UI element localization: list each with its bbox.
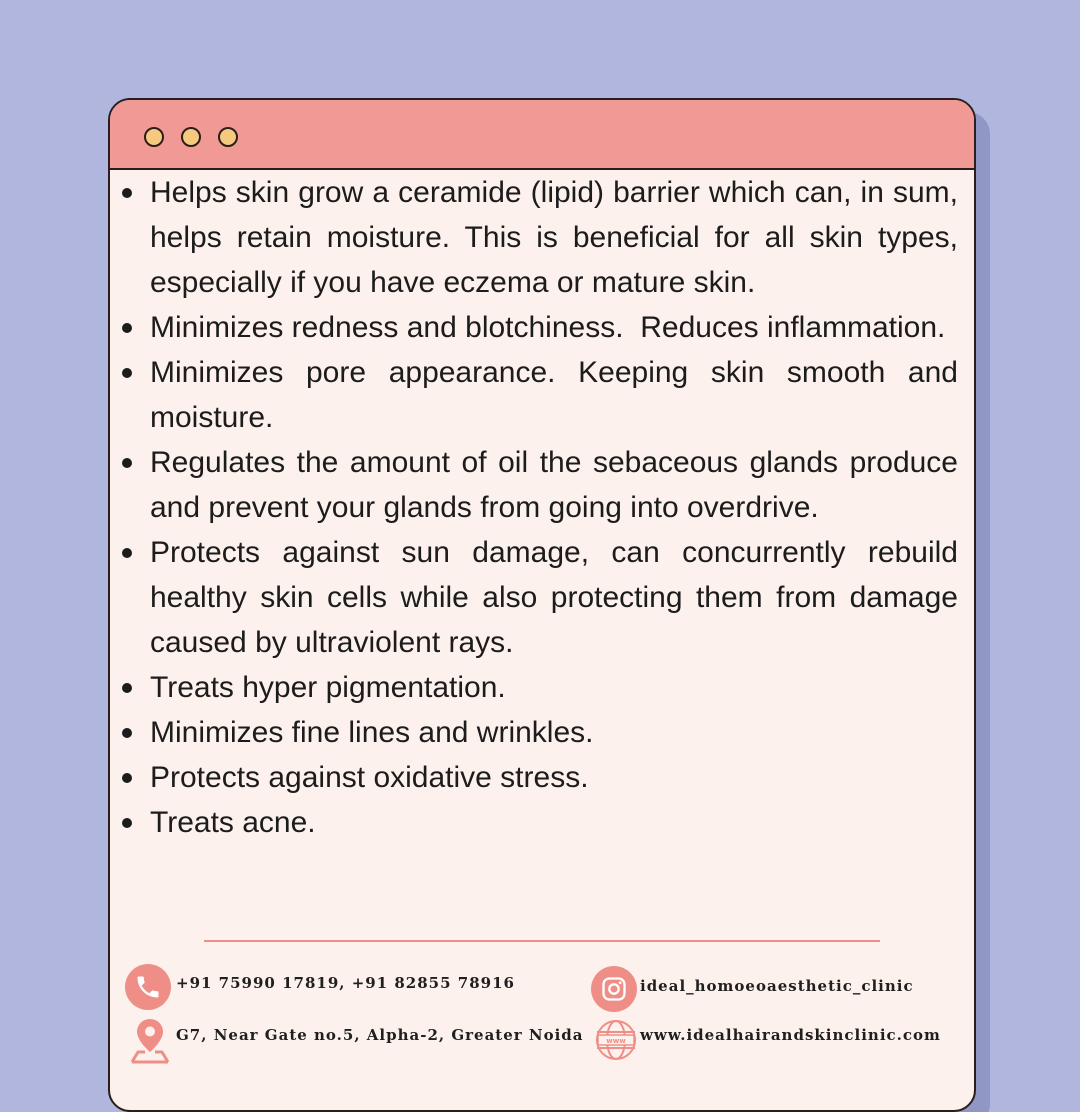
- bullet-icon: [122, 728, 132, 738]
- list-item-text: Protects against oxidative stress.: [150, 761, 589, 794]
- window-dot-icon[interactable]: [218, 127, 238, 147]
- benefits-list: [150, 170, 958, 845]
- address: G7, Near Gate no.5, Alpha-2, Greater Noida: [176, 1026, 584, 1044]
- instagram-handle[interactable]: ideal_homoeoaesthetic_clinic: [640, 977, 914, 995]
- list-item-text: Minimizes fine lines and wrinkles.: [150, 716, 594, 749]
- list-item: [150, 755, 958, 800]
- list-item-text: Treats hyper pigmentation.: [150, 671, 506, 704]
- list-item: [150, 170, 958, 305]
- phone-numbers[interactable]: +91 75990 17819, +91 82855 78916: [176, 974, 515, 992]
- list-item-text: Minimizes redness and blotchiness. Reduces inflammation.: [150, 311, 946, 344]
- bullet-icon: [122, 773, 132, 783]
- bullet-icon: [122, 188, 132, 198]
- globe-icon: [594, 1018, 638, 1067]
- website-link[interactable]: www.idealhairandskinclinic.com: [640, 1026, 941, 1044]
- browser-window: [108, 98, 976, 1112]
- window-titlebar: [110, 100, 974, 170]
- bullet-icon: [122, 683, 132, 693]
- list-item-text: Regulates the amount of oil the sebaceous glands produce and prevent your glands from going into overdrive.: [150, 446, 958, 524]
- instagram-icon[interactable]: [591, 966, 637, 1012]
- bullet-icon: [122, 548, 132, 558]
- list-item: [150, 800, 958, 845]
- list-item-text: Helps skin grow a ceramide (lipid) barrier which can, in sum, helps retain moisture. This is beneficial for all skin types, especially if you have eczema or mature skin.: [150, 176, 958, 299]
- bullet-icon: [122, 323, 132, 333]
- list-item: [150, 350, 958, 440]
- list-item: [150, 710, 958, 755]
- list-item: [150, 305, 958, 350]
- list-item: [150, 530, 958, 665]
- list-item: [150, 665, 958, 710]
- list-item: [150, 440, 958, 530]
- location-pin-icon: [128, 1016, 172, 1069]
- bullet-icon: [122, 458, 132, 468]
- list-item-text: Protects against sun damage, can concurrently rebuild healthy skin cells while also protecting them from damage caused by ultraviolent rays.: [150, 536, 958, 659]
- window-dot-icon[interactable]: [144, 127, 164, 147]
- phone-icon[interactable]: [125, 964, 171, 1010]
- list-item-text: Treats acne.: [150, 806, 316, 839]
- divider: [204, 940, 880, 942]
- benefits-content: [150, 170, 958, 845]
- globe-badge-text: www: [606, 1037, 626, 1045]
- list-item-text: Minimizes pore appearance. Keeping skin smooth and moisture.: [150, 356, 958, 434]
- bullet-icon: [122, 368, 132, 378]
- bullet-icon: [122, 818, 132, 828]
- window-dot-icon[interactable]: [181, 127, 201, 147]
